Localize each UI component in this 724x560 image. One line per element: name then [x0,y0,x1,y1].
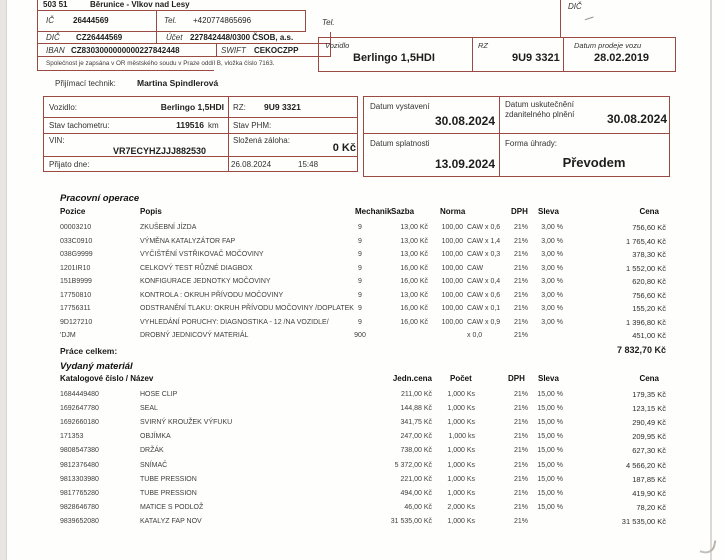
material-cell-jedncena: 221,00 Kč [400,475,432,483]
row-line [44,133,357,134]
work-cell-sleva: 3,00 % [541,264,563,272]
work-cell-pozice: 00003210 [60,224,92,231]
reception-plate-label: RZ: [233,103,246,112]
taxable-date-label-1: Datum uskutečnění [505,100,574,109]
work-table-row [60,302,666,315]
supplier-tel-label: Tel. [164,16,177,25]
material-cell-sleva: 15,00 % [537,503,563,511]
work-cell-dph: 21% [513,224,528,231]
material-cell-dph: 21% [513,433,528,441]
material-cell-nazev: TUBE PRESSION [140,475,197,483]
work-total-label: Práce celkem: [60,346,118,356]
technician-name: Martina Spindlerová [137,78,219,88]
received-time: 15:48 [298,160,319,169]
material-cell-sleva: 15,00 % [537,489,563,497]
customer-tel-label: Tel. [322,18,335,27]
material-cell-pocet: 1,000 ks [448,433,475,441]
work-header-norma: Norma [440,207,466,216]
work-table-row [60,235,666,248]
customer-dic-label: DIČ [568,2,582,11]
material-cell-cislo: 9808547380 [60,447,99,455]
work-table-row [60,275,666,288]
work-cell-pozice: 17750810 [60,291,92,299]
work-cell-sleva: 3,00 % [541,291,563,299]
work-cell-pozice: 033C0910 [60,237,93,245]
reception-vehicle-label: Vozidlo: [49,103,78,112]
supplier-note-row [37,57,331,70]
vehicle-label: Vozidlo [325,41,350,50]
work-cell-mechanik: 9 [358,224,362,231]
work-cell-norma-qty: 100,00 [441,278,463,285]
work-cell-norma-code: x 0,0 [467,332,483,339]
supplier-dic-ucet-row [37,32,331,44]
work-cell-popis: ODSTRANĚNÍ TLAKU: OKRUH PŘÍVODU MOČOVINY /DOPLATEK [140,305,354,312]
material-cell-jedncena: 494,00 Kč [400,489,432,497]
work-header-dph: DPH [511,207,528,216]
work-cell-sazba: 13,00 Kč [400,291,428,299]
work-table-row [60,329,666,342]
work-cell-cena: 451,00 Kč [632,331,666,340]
material-cell-cena: 123,15 Kč [632,404,666,414]
material-cell-nazev: HOSE CLIP [140,391,178,398]
work-cell-sleva: 3,00 % [541,237,563,245]
work-cell-popis: VÝMĚNA KATALYZÁTOR FAP [140,237,236,245]
taxable-date-value: 30.08.2024 [606,112,667,126]
divider [563,38,564,71]
work-cell-norma-qty: 100,00 [441,237,463,245]
work-table-row [60,289,666,302]
supplier-ucet-value: 227842448/0300 ČSOB, a.s. [190,33,294,42]
divider [156,32,157,43]
work-cell-norma-code: CAW x 0,6 [467,291,501,299]
work-cell-norma-code: CAW x 0,9 [467,318,501,326]
material-cell-sleva: 15,00 % [537,447,563,455]
work-cell-mechanik: 9 [358,318,362,326]
work-cell-dph: 21% [513,237,528,245]
material-table-header [0,374,724,386]
material-cell-jedncena: 341,75 Kč [400,419,432,427]
material-cell-nazev: SEAL [140,405,158,413]
work-cell-pozice: 9D127210 [60,318,93,326]
material-cell-nazev: SVIRNÝ KROUŽEK VÝFUKU [140,419,233,427]
material-cell-cislo: 1684449480 [60,391,99,398]
customer-divider [560,0,561,37]
material-cell-pocet: 2,000 Ks [447,503,475,511]
work-header-sazba: Sazba [391,207,415,216]
due-date-value: 13.09.2024 [434,157,495,171]
work-cell-dph: 21% [513,318,528,326]
material-cell-nazev: DRŽÁK [140,447,164,455]
scan-mark [583,13,593,21]
mat-table-row [60,430,666,443]
work-cell-popis: VYHLEDÁNÍ PORUCHY: DIAGNOSTIKA - 12 /NA VOZIDLE/ [140,318,329,326]
work-header-cena: Cena [639,207,659,216]
work-cell-sleva: 3,00 % [541,224,563,231]
odometer-unit: km [208,121,219,130]
material-cell-cislo: 171353 [60,433,84,441]
invoice-dates-table [363,96,670,177]
supplier-ic-tel-row [37,11,306,32]
work-cell-norma-code: CAW [467,264,484,272]
work-cell-pozice: 17756311 [60,305,91,312]
mat-table-row [60,444,666,457]
payment-method-label: Forma úhrady: [505,139,558,148]
work-cell-norma-code: CAW x 0,3 [467,251,501,258]
material-cell-dph: 21% [513,419,528,427]
vin-value: VR7ECYHZJJJ882530 [113,146,207,156]
left-margin-strip [0,0,7,560]
material-cell-dph: 21% [513,489,528,497]
work-table-row [60,221,666,234]
material-header-pocet: Počet [450,374,472,383]
material-cell-dph: 21% [513,391,528,398]
mat-table-row [60,402,666,415]
taxable-date-label-2: zdanitelného plnění [505,110,575,119]
technician-label: Přijímací technik: [55,79,116,88]
sale-date-label: Datum prodeje vozu [574,41,642,50]
work-cell-norma-code: CAW x 1,4 [467,237,501,245]
supplier-ucet-label: Účet [166,33,183,42]
material-cell-sleva: 15,00 % [537,391,563,398]
work-cell-sleva: 3,00 % [541,318,563,326]
reception-vehicle-value: Berlingo 1,5HDI [160,102,224,112]
material-cell-dph: 21% [513,503,528,511]
work-cell-cena: 1 765,40 Kč [625,236,666,246]
work-cell-sazba: 16,00 Kč [400,264,428,272]
supplier-ic-value: 26444569 [73,16,109,25]
material-cell-jedncena: 211,00 Kč [400,391,432,398]
work-cell-pozice: 151B9999 [60,278,92,285]
work-cell-sleva: 3,00 % [541,305,563,312]
payment-method-value: Převodem [562,155,626,170]
work-cell-cena: 1 552,00 Kč [625,263,666,273]
work-total-value: 7 832,70 Kč [616,345,666,355]
material-cell-nazev: MATICE S PODLOŽ [140,503,204,511]
material-cell-jedncena: 247,00 Kč [400,433,432,441]
material-cell-cislo: 1692660180 [60,419,99,427]
mat-table-row [60,416,666,429]
row-line [364,133,669,134]
material-cell-cena: 209,95 Kč [632,432,666,442]
work-cell-mechanik: 9 [358,305,362,312]
due-date-label: Datum splatnosti [370,139,430,148]
material-cell-jedncena: 5 372,00 Kč [394,461,432,469]
work-cell-dph: 21% [513,305,528,312]
work-header-mechanik: Mechanik [355,207,392,216]
material-cell-pocet: 1,000 Ks [447,419,475,427]
work-cell-popis: KONTROLA : OKRUH PŘÍVODU MOČOVINY [140,291,284,299]
received-date: 26.08.2024 [231,160,272,169]
material-cell-sleva: 15,00 % [537,475,563,483]
work-table-row [60,248,666,261]
supplier-dic-label: DIČ [46,33,60,42]
odometer-value: 119516 [176,120,204,130]
work-cell-cena: 756,60 Kč [632,290,666,300]
supplier-swift-value: CEKOCZPP [254,46,299,55]
mat-table-row [60,515,666,528]
material-cell-cena: 187,85 Kč [632,474,666,484]
work-cell-sazba: 16,00 Kč [400,305,428,312]
work-cell-mechanik: 900 [354,332,366,339]
material-header-cena: Cena [639,374,659,383]
divider [216,44,217,56]
plate-label: RZ [478,41,488,50]
divider [228,97,229,171]
work-cell-dph: 21% [513,251,528,258]
material-cell-dph: 21% [513,447,528,455]
material-cell-cena: 290,49 Kč [632,418,666,428]
work-header-pozice: Pozice [60,207,86,216]
supplier-iban-label: IBAN [46,46,65,55]
issue-date-value: 30.08.2024 [434,114,495,128]
plate-value: 9U9 3321 [512,52,560,64]
work-cell-pozice: 'DJM [60,332,76,339]
material-cell-cislo: 1692647780 [60,405,99,413]
scan-mark [700,538,717,556]
material-cell-cislo: 9812376480 [60,461,99,469]
work-cell-norma-qty: 100,00 [441,224,463,231]
divider [156,11,157,31]
vin-label: VIN: [49,136,65,145]
supplier-zip: 503 51 [43,0,68,9]
deposit-label: Složená záloha: [233,136,290,145]
material-header-dph: DPH [508,374,525,383]
material-cell-pocet: 1,000 Ks [447,447,475,455]
sale-date-value: 28.02.2019 [594,52,650,64]
supplier-address-row [37,0,306,11]
material-cell-cena: 4 566,20 Kč [625,460,666,470]
work-cell-cena: 756,60 Kč [632,223,666,232]
received-label: Přijato dne: [49,160,90,169]
mat-table-row [60,473,666,486]
work-cell-sleva: 3,00 % [541,278,563,285]
work-cell-sazba: 13,00 Kč [400,224,428,231]
work-cell-popis: CELKOVÝ TEST RŮZNÉ DIAGBOX [140,264,253,272]
supplier-iban-swift-row [37,44,331,57]
reception-plate-value: 9U9 3321 [264,102,301,112]
material-cell-jedncena: 46,00 Kč [404,503,432,511]
material-header-jedncena: Jedn.cena [392,374,432,383]
mat-table-row [60,459,666,472]
divider [499,97,500,176]
deposit-value: 0 Kč [332,142,356,154]
work-section-title: Pracovní operace [60,193,140,204]
work-cell-cena: 620,80 Kč [632,277,666,286]
material-cell-cena: 31 535,00 Kč [621,516,666,526]
material-section-title: Vydaný materiál [60,361,133,372]
material-cell-dph: 21% [513,461,528,469]
work-cell-mechanik: 9 [358,278,362,285]
material-cell-cislo: 9817765280 [60,489,99,497]
material-cell-nazev: SNÍMAČ [140,461,168,469]
work-cell-popis: DROBNÝ JEDNICOVÝ MATERIÁL [140,332,249,339]
material-cell-sleva: 15,00 % [537,433,563,441]
supplier-iban-value: CZ8303000000000227842448 [71,46,180,55]
issue-date-label: Datum vystavení [370,102,430,111]
work-cell-popis: VYČIŠTĚNÍ VSTŘIKOVAČ MOČOVINY [140,251,264,258]
work-cell-norma-qty: 100,00 [441,318,463,326]
material-rows [60,388,666,533]
work-cell-mechanik: 9 [358,237,362,245]
odometer-label: Stav tachometru: [49,121,110,130]
work-cell-sazba: 16,00 Kč [400,318,428,326]
work-cell-norma-qty: 100,00 [441,251,463,258]
row-line [44,156,357,157]
work-cell-dph: 21% [513,278,528,285]
material-cell-dph: 21% [513,517,528,525]
work-cell-cena: 378,30 Kč [632,250,666,259]
material-cell-sleva: 15,00 % [537,405,563,413]
work-cell-mechanik: 9 [358,251,362,258]
work-cell-sazba: 13,00 Kč [400,237,428,245]
work-cell-norma-code: CAW x 0,4 [467,278,501,285]
material-cell-sleva: 15,00 % [537,461,563,469]
material-header-katalog: Katalogové číslo / Název [60,374,154,383]
work-cell-pozice: 1201IR10 [60,264,91,272]
work-cell-mechanik: 9 [358,291,362,299]
material-cell-pocet: 1,000 Ks [447,489,475,497]
mat-table-row [60,501,666,514]
supplier-dic-value: CZ26444569 [76,33,123,42]
work-cell-norma-code: CAW x 0,6 [467,224,501,231]
material-cell-pocet: 1,000 Ks [447,405,475,413]
material-cell-pocet: 1,000 Ks [447,475,475,483]
work-cell-popis: ZKUŠEBNÍ JÍZDA [140,224,197,231]
material-cell-nazev: KATALYZ FAP NOV [140,517,202,525]
reception-table [43,96,358,172]
mat-table-row [60,388,666,401]
material-cell-pocet: 1,000 Ks [447,391,475,398]
vehicle-value: Berlingo 1,5HDI [353,52,435,64]
material-cell-cena: 627,30 Kč [632,446,666,456]
work-cell-norma-code: CAW x 0,1 [467,305,501,312]
supplier-swift-label: SWIFT [221,46,246,55]
work-cell-dph: 21% [513,264,528,272]
mat-table-row [60,487,666,500]
work-cell-mechanik: 9 [358,264,362,272]
work-cell-popis: KONFIGURACE JEDNOTKY MOČOVINY [140,278,271,285]
work-cell-norma-qty: 100,00 [441,305,463,312]
material-cell-pocet: 1,000 Ks [447,461,475,469]
material-cell-cislo: 9828646780 [60,503,99,511]
row-line [44,117,357,118]
material-cell-dph: 21% [513,475,528,483]
work-cell-dph: 21% [513,291,528,299]
supplier-registration-note: Společnost je zapsána v OR městského soudu v Praze oddíl B, vložka číslo 7163. [46,60,275,67]
work-cell-sleva: 3,00 % [541,251,563,258]
work-cell-norma-qty: 100,00 [441,291,463,299]
material-cell-jedncena: 144,88 Kč [400,405,432,413]
material-cell-dph: 21% [513,405,528,413]
vehicle-header-table [318,37,676,72]
material-cell-jedncena: 738,00 Kč [400,447,432,455]
work-header-sleva: Sleva [538,207,559,216]
material-cell-sleva: 15,00 % [537,419,563,427]
divider [472,38,473,71]
work-header-popis: Popis [140,207,162,216]
material-cell-pocet: 1,000 Ks [447,517,475,525]
material-cell-nazev: OBJÍMKA [140,433,171,441]
material-cell-jedncena: 31 535,00 Kč [390,517,432,525]
right-page-edge [710,0,712,560]
work-table-row [60,316,666,329]
supplier-ic-label: IČ [46,16,54,25]
fuel-label: Stav PHM: [233,121,272,130]
work-cell-sazba: 16,00 Kč [400,278,428,285]
material-cell-nazev: TUBE PRESSION [140,489,197,497]
material-cell-cislo: 9813303980 [60,475,99,483]
material-header-sleva: Sleva [538,374,559,383]
work-table-row [60,262,666,275]
material-cell-cena: 78,20 Kč [636,502,666,512]
material-cell-cena: 179,35 Kč [632,390,666,399]
supplier-city: Běrunice - Vlkov nad Lesy [90,0,190,9]
work-cell-cena: 155,20 Kč [632,304,666,313]
work-cell-pozice: 038G9999 [60,251,93,258]
supplier-tel-value: +420774865696 [193,16,252,25]
work-cell-sazba: 13,00 Kč [400,251,428,258]
work-table-header [0,207,724,219]
supplier-bottom-line [37,70,214,71]
work-rows [60,221,666,345]
material-cell-cena: 419,90 Kč [632,488,666,498]
work-cell-dph: 21% [513,332,528,339]
material-cell-cislo: 9839652080 [60,517,99,525]
work-cell-cena: 1 396,80 Kč [625,317,666,327]
work-cell-norma-qty: 100,00 [441,264,463,272]
